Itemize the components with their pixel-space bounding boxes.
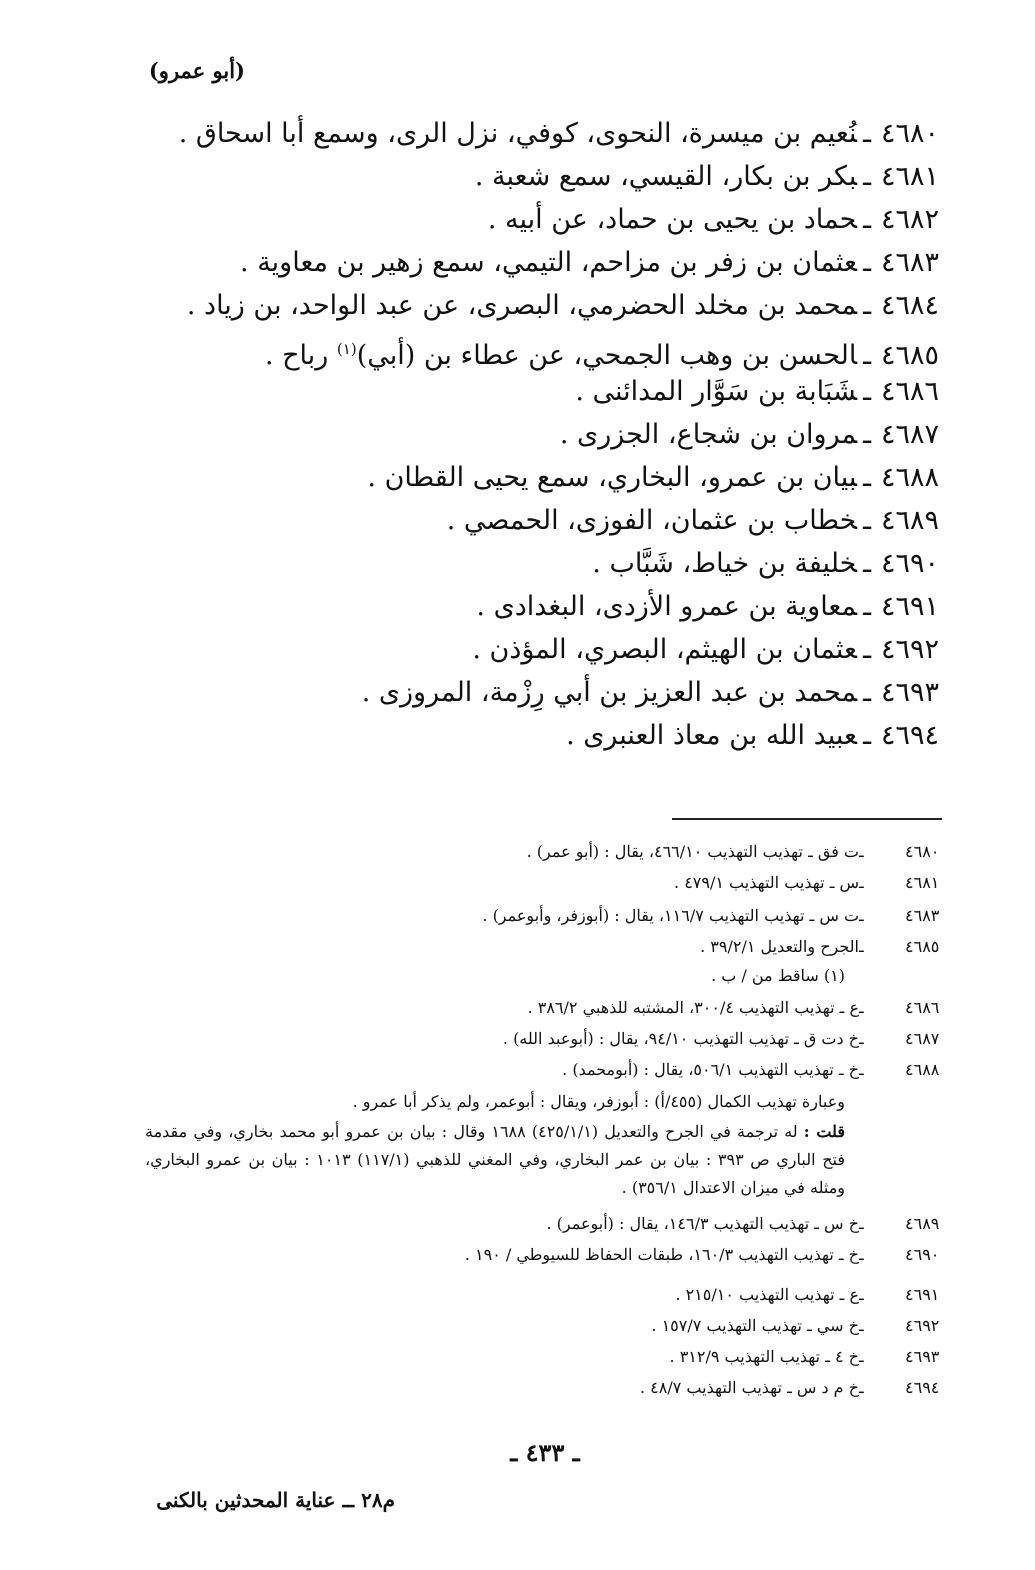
entry-text: بكر بن بكار، القيسي، سمع شعبة . — [474, 161, 858, 192]
note-number: ٤٦٨١ — [905, 873, 940, 892]
entry-text: محمد بن مخلد الحضرمي، البصرى، عن عبد الواحد، بن زياد . — [186, 290, 858, 321]
note-paragraph — [145, 1118, 845, 1202]
note-text: خ ـ تهذيب التهذيب ٥٠٦/١، يقال : (أبومحمد) . — [562, 1060, 859, 1079]
entry-text: عثمان بن الهيثم، البصري، المؤذن . — [472, 634, 858, 665]
entry-text: بيان بن عمرو، البخاري، سمع يحيى القطان . — [367, 462, 858, 493]
note-4681: ٤٦٨١ـس ـ تهذيب التهذيب ٤٧٩/١ . — [674, 869, 943, 897]
note-text: خ ـ تهذيب التهذيب ١٦٠/٣، طبقات الحفاظ للسيوطي / ١٩٠ . — [464, 1245, 859, 1264]
note-paragraph-lead: قلت : — [803, 1122, 845, 1141]
entry-4693: ٤٦٩٣ـمحمد بن عبد العزيز بن أبي رِزْمة، المروزى . — [362, 671, 943, 715]
note-4687: ٤٦٨٧ـخ دت ق ـ تهذيب التهذيب ٩٤/١٠، يقال : (أبوعبد الله) . — [503, 1025, 943, 1053]
entry-number: ٤٦٨٩ — [881, 505, 940, 536]
note-number: ٤٦٩١ — [905, 1285, 940, 1304]
section-header: (أبو عمرو) — [148, 58, 245, 83]
note-4688: ٤٦٨٨ـخ ـ تهذيب التهذيب ٥٠٦/١، يقال : (أبومحمد) . — [562, 1056, 943, 1084]
entry-4680: ٤٦٨٠ـنُعيم بن ميسرة، النحوى، كوفي، نزل الرى، وسمع أبا اسحاق . — [179, 112, 943, 156]
entry-4681: ٤٦٨١ـبكر بن بكار، القيسي، سمع شعبة . — [475, 155, 943, 199]
note-number: ٤٦٨٦ — [905, 998, 940, 1017]
footnote-1: (١) ساقط من / ب . — [711, 966, 845, 985]
entry-number: ٤٦٨١ — [881, 161, 940, 192]
entry-text-after: رباح . — [264, 340, 337, 371]
note-text: ع ـ تهذيب التهذيب ٢١٥/١٠ . — [675, 1285, 859, 1304]
note-text: خ دت ق ـ تهذيب التهذيب ٩٤/١٠، يقال : (أبوعبد الله) . — [502, 1029, 859, 1048]
note-number: ٤٦٨٨ — [905, 1060, 940, 1079]
entry-number: ٤٦٨٤ — [881, 290, 940, 321]
entry-text: حماد بن يحيى بن حماد، عن أبيه . — [487, 204, 858, 235]
note-number: ٤٦٩٢ — [905, 1316, 940, 1335]
note-number: ٤٦٨٧ — [905, 1029, 940, 1048]
entry-text: شَبَابة بن سَوَّار المدائنى . — [575, 376, 858, 407]
entry-text: عبيد الله بن معاذ العنبرى . — [566, 720, 858, 751]
note-4683: ٤٦٨٣ـت س ـ تهذيب التهذيب ١١٦/٧، يقال : (أبوزفر، وأبوعمر) . — [482, 902, 943, 930]
note-4680: ٤٦٨٠ـت فق ـ تهذيب التهذيب ٤٦٦/١٠، يقال : (أبو عمر) . — [527, 838, 943, 866]
page-number: ـ ٤٣٣ ـ — [510, 1438, 580, 1467]
note-4685: ٤٦٨٥ـالجرح والتعديل ٣٩/٢/١ . — [700, 933, 943, 961]
note-4692: ٤٦٩٢ـخ سي ـ تهذيب التهذيب ١٥٧/٧ . — [651, 1312, 943, 1340]
entry-number: ٤٦٨٥ — [881, 340, 940, 371]
note-text: خ ٤ ـ تهذيب التهذيب ٣١٢/٩ . — [669, 1347, 859, 1366]
entry-text: عثمان بن زفر بن مزاحم، التيمي، سمع زهير بن معاوية . — [240, 247, 858, 278]
note-4686: ٤٦٨٦ـع ـ تهذيب التهذيب ٣٠٠/٤، المشتبه للذهبي ٣٨٦/٢ . — [528, 994, 943, 1022]
signature-footer: م٢٨ ــ عناية المحدثين بالكنى — [156, 1488, 395, 1512]
entry-number: ٤٦٩٣ — [881, 677, 940, 708]
note-number: ٤٦٨٥ — [905, 937, 940, 956]
entry-4685: ٤٦٨٥ـالحسن بن وهب الجمحي، عن عطاء بن (أبي)$^{(١)}$ رباح . — [265, 327, 943, 371]
note-4690: ٤٦٩٠ـخ ـ تهذيب التهذيب ١٦٠/٣، طبقات الحفاظ للسيوطي / ١٩٠ . — [465, 1241, 943, 1269]
entry-text: نُعيم بن ميسرة، النحوى، كوفي، نزل الرى، وسمع أبا اسحاق . — [178, 118, 858, 149]
entry-number: ٤٦٩٤ — [881, 720, 940, 751]
entry-4684: ٤٦٨٤ـمحمد بن مخلد الحضرمي، البصرى، عن عبد الواحد، بن زياد . — [187, 284, 943, 328]
note-text: ت س ـ تهذيب التهذيب ١١٦/٧، يقال : (أبوزفر، وأبوعمر) . — [482, 906, 859, 925]
note-number: ٤٦٨٠ — [905, 842, 940, 861]
note-text: خ سي ـ تهذيب التهذيب ١٥٧/٧ . — [651, 1316, 859, 1335]
note-number: ٤٦٩٤ — [905, 1378, 940, 1397]
entry-4683: ٤٦٨٣ـعثمان بن زفر بن مزاحم، التيمي، سمع زهير بن معاوية . — [240, 241, 943, 285]
entry-4690: ٤٦٩٠ـخليفة بن خياط، شَبَّاب . — [592, 542, 943, 586]
note-number: ٤٦٨٩ — [905, 1214, 940, 1233]
entry-4687: ٤٦٨٧ـمروان بن شجاع، الجزرى . — [560, 413, 943, 457]
note-4689: ٤٦٨٩ـخ س ـ تهذيب التهذيب ١٤٦/٣، يقال : (أبوعمر) . — [546, 1210, 943, 1238]
entry-text: خطاب بن عثمان، الفوزى، الحمصي . — [446, 505, 858, 536]
note-number: ٤٦٩٣ — [905, 1347, 940, 1366]
entry-number: ٤٦٨٧ — [881, 419, 940, 450]
note-text: ع ـ تهذيب التهذيب ٣٠٠/٤، المشتبه للذهبي ٣٨٦/٢ . — [527, 998, 859, 1017]
note-text: الجرح والتعديل ٣٩/٢/١ . — [700, 937, 859, 956]
footnote-marker: (١) — [336, 340, 357, 358]
entry-4691: ٤٦٩١ـمعاوية بن عمرو الأزدى، البغدادى . — [476, 585, 943, 629]
footnote-divider — [672, 818, 942, 820]
entry-4692: ٤٦٩٢ـعثمان بن الهيثم، البصري، المؤذن . — [472, 628, 943, 672]
note-number: ٤٦٩٠ — [905, 1245, 940, 1264]
entry-number: ٤٦٩٠ — [881, 548, 940, 579]
entry-number: ٤٦٩٢ — [881, 634, 940, 665]
note-4691: ٤٦٩١ـع ـ تهذيب التهذيب ٢١٥/١٠ . — [675, 1281, 943, 1309]
entry-text: محمد بن عبد العزيز بن أبي رِزْمة، المروزى . — [361, 677, 858, 708]
entry-text: مروان بن شجاع، الجزرى . — [559, 419, 858, 450]
entry-text: الحسن بن وهب الجمحي، عن عطاء بن (أبي) — [356, 340, 858, 371]
entry-number: ٤٦٨٢ — [881, 204, 940, 235]
entry-number: ٤٦٨٣ — [881, 247, 940, 278]
entry-4682: ٤٦٨٢ـحماد بن يحيى بن حماد، عن أبيه . — [488, 198, 943, 242]
note-text: خ م د س ـ تهذيب التهذيب ٤٨/٧ . — [640, 1378, 859, 1397]
entry-number: ٤٦٨٨ — [881, 462, 940, 493]
entry-number: ٤٦٨٦ — [881, 376, 940, 407]
note-4694: ٤٦٩٤ـخ م د س ـ تهذيب التهذيب ٤٨/٧ . — [640, 1374, 943, 1402]
entry-number: ٤٦٨٠ — [881, 118, 940, 149]
entry-4689: ٤٦٨٩ـخطاب بن عثمان، الفوزى، الحمصي . — [447, 499, 943, 543]
note-number: ٤٦٨٣ — [905, 906, 940, 925]
note-4688-extra: وعبارة تهذيب الكمال (٤٥٥/أ) : أبوزفر، ويقال : أبوعمر، ولم يذكر أبا عمرو . — [352, 1092, 845, 1111]
note-text: ت فق ـ تهذيب التهذيب ٤٦٦/١٠، يقال : (أبو عمر) . — [526, 842, 859, 861]
entry-number: ٤٦٩١ — [881, 591, 940, 622]
entry-4694: ٤٦٩٤ـعبيد الله بن معاذ العنبرى . — [566, 714, 943, 758]
note-4693: ٤٦٩٣ـخ ٤ ـ تهذيب التهذيب ٣١٢/٩ . — [670, 1343, 943, 1371]
entry-text: خليفة بن خياط، شَبَّاب . — [592, 548, 858, 579]
entry-4686: ٤٦٨٦ـشَبَابة بن سَوَّار المدائنى . — [575, 370, 943, 414]
note-text: خ س ـ تهذيب التهذيب ١٤٦/٣، يقال : (أبوعمر) . — [546, 1214, 859, 1233]
note-paragraph-text: له ترجمة في الجرح والتعديل (٤٢٥/١/١) ١٦٨٨ وقال : بيان بن عمرو أبو محمد بخاري، وفي مقدمة فتح الباري ص ٣٩٣ : بيان بن عمر البخاري، وفي المغني للذهبي (١١٧/١) ١٠١٣ : بيان بن عمرو البخاري، ومثله في ميزان الاعتدال ٣٥٦/١) . — [145, 1122, 846, 1197]
entry-4688: ٤٦٨٨ـبيان بن عمرو، البخاري، سمع يحيى القطان . — [367, 456, 943, 500]
note-text: س ـ تهذيب التهذيب ٤٧٩/١ . — [674, 873, 859, 892]
entry-text: معاوية بن عمرو الأزدى، البغدادى . — [476, 591, 858, 622]
